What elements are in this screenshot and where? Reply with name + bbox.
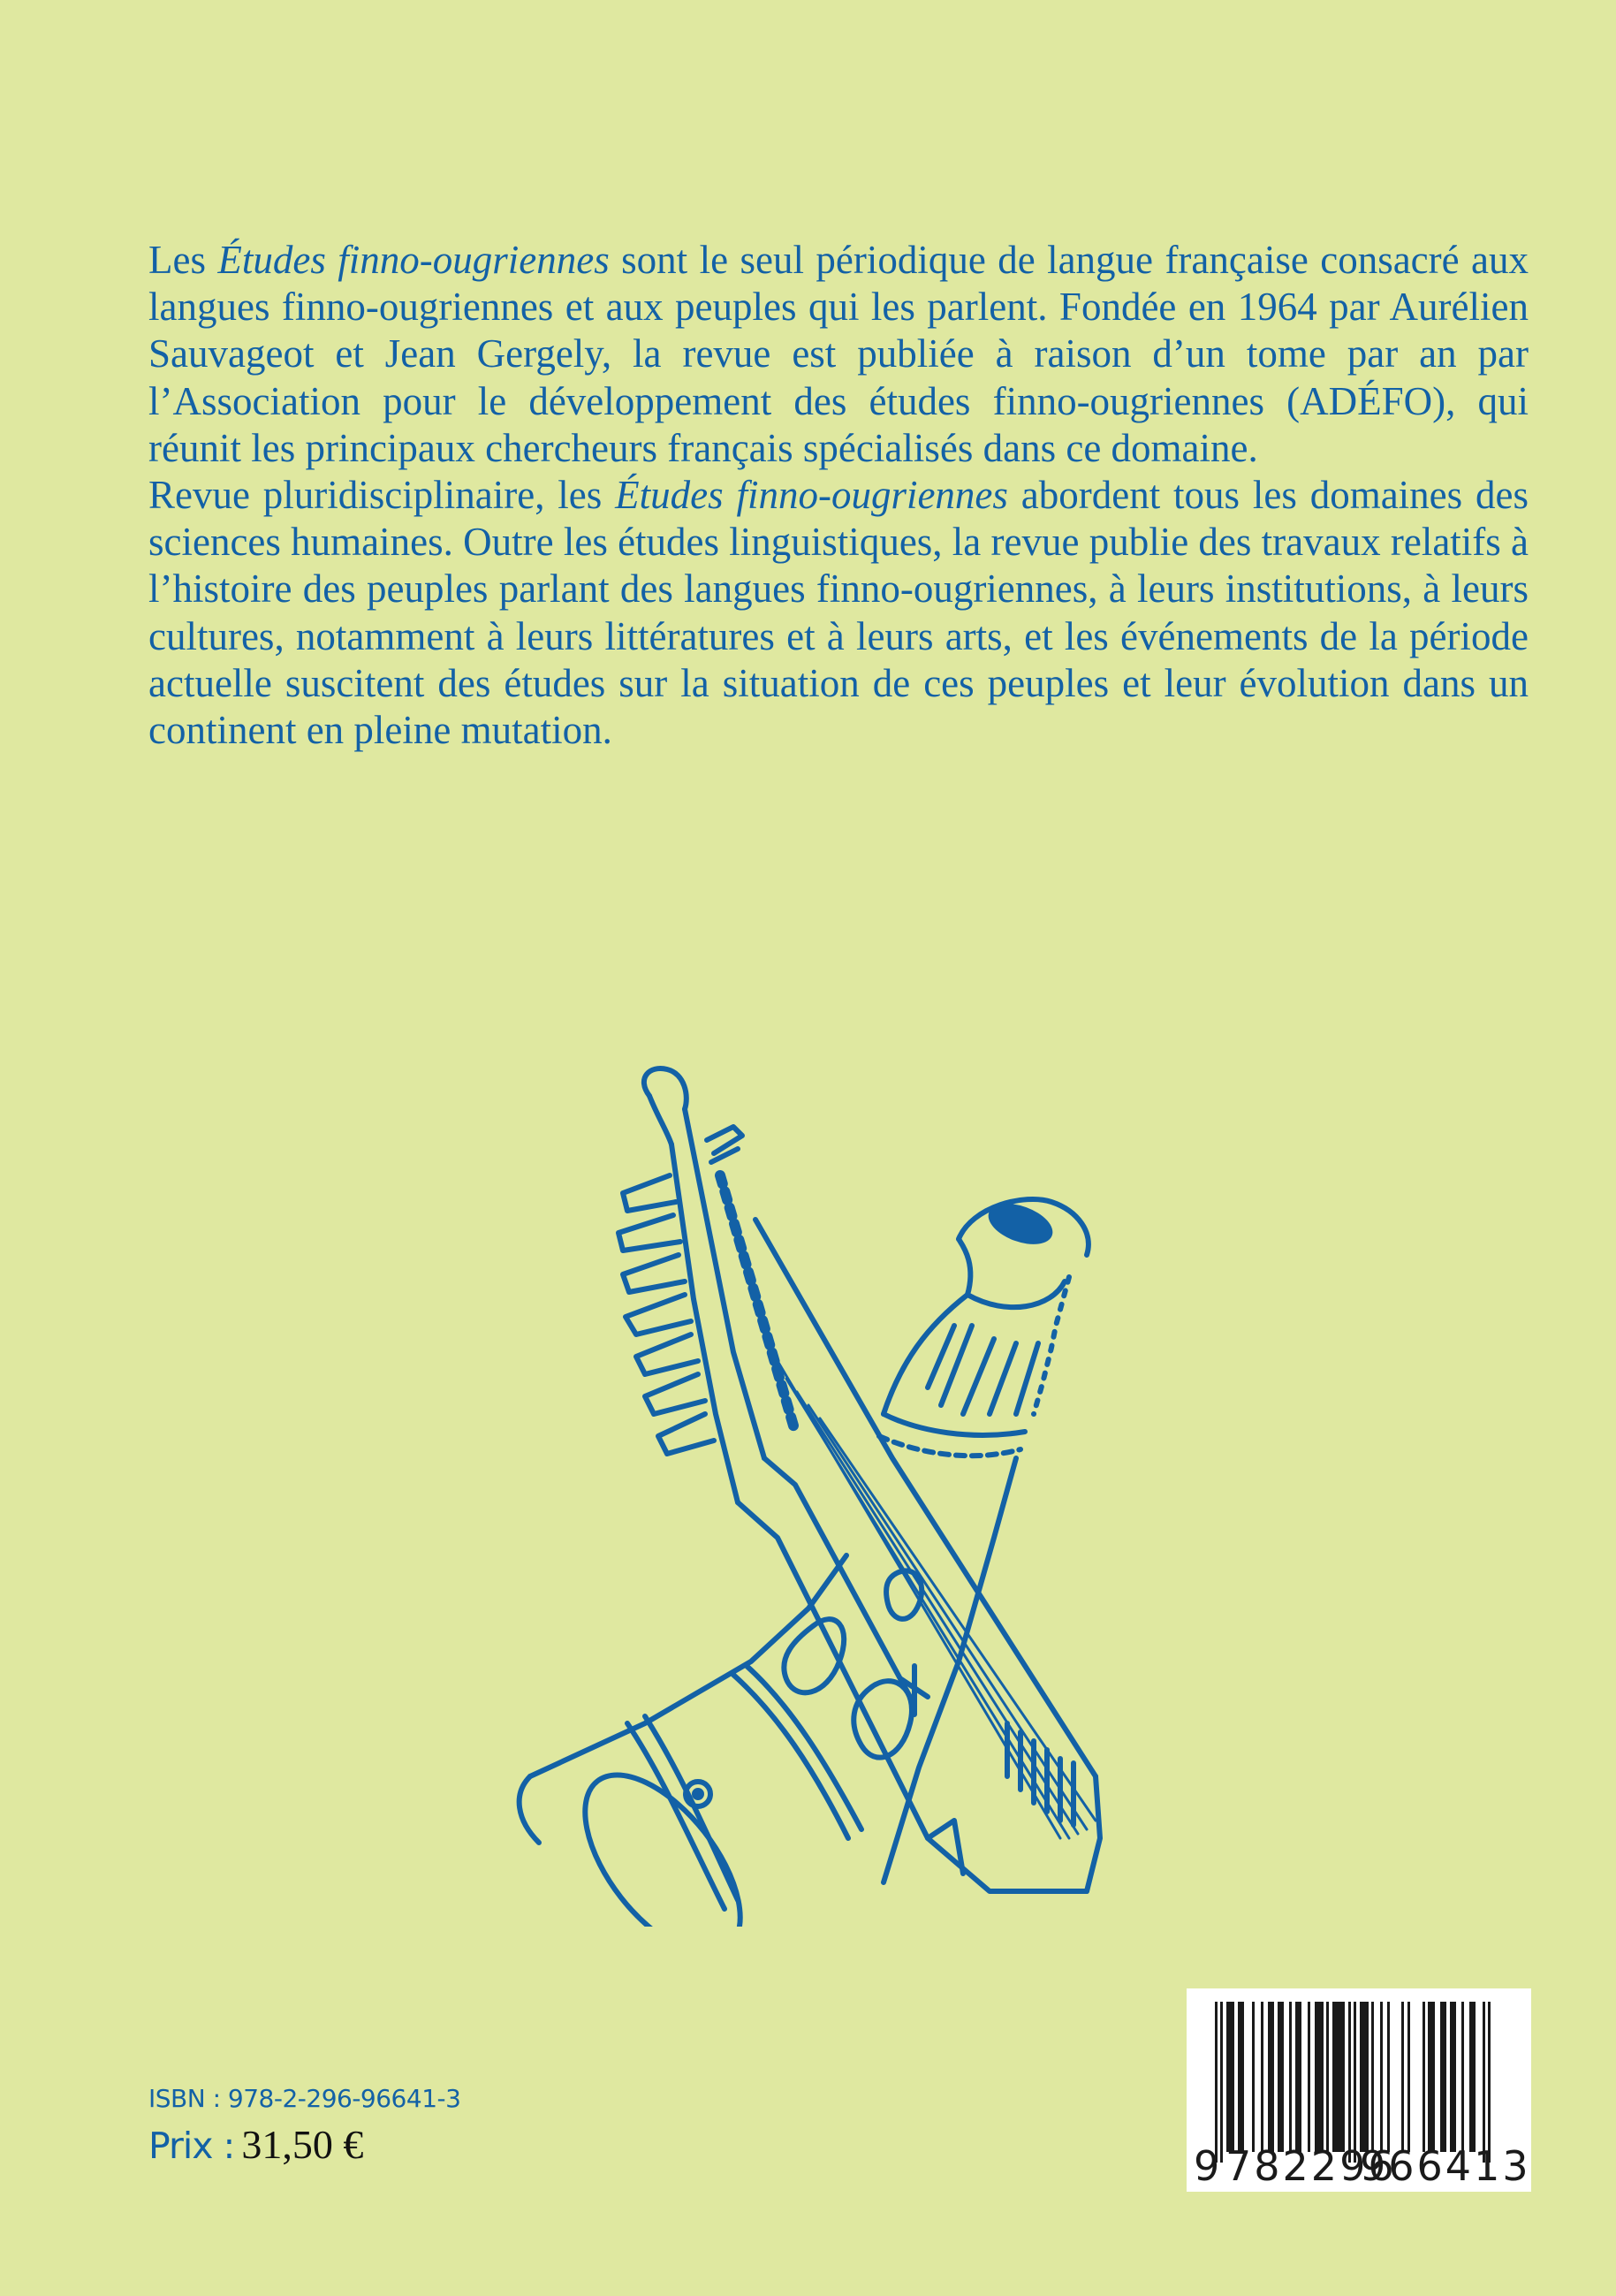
price	[148, 2121, 363, 2168]
barcode-first-digit: 9	[1194, 2142, 1220, 2190]
journal-title: Études finno-ougriennes	[615, 473, 1008, 518]
barcode-left-group: 782296	[1225, 2142, 1397, 2190]
barcode-digits	[1187, 2142, 1531, 2190]
isbn-label: ISBN : 978-2-296-96641-3	[148, 2084, 461, 2113]
kantele-and-horn-illustration-icon	[512, 1043, 1131, 1927]
price-label: Prix :	[148, 2125, 235, 2167]
ean13-barcode	[1187, 1988, 1531, 2192]
blurb-paragraph-2: Revue pluridisciplinaire, les Études finno-ougriennes abordent tous les domaines des sciences humaines. Outre les études linguistiques, la revue publie des travaux relatifs à l’histoire des peuples parlant des langues finno-ougriennes, à leurs institutions, à leurs cultures, notamment à leurs littératures et à leurs arts, et les événements de la période actuelle suscitent des études sur la situation de ces peuples et leur évolution dans un continent en pleine mutation.	[148, 473, 1529, 753]
blurb-paragraph-1: Les Études finno-ougriennes sont le seul périodique de langue française consacré aux langues finno-ougriennes et aux peuples qui les parlent. Fondée en 1964 par Aurélien Sauvageot et Jean Gergely, la revue est publiée à raison d’un tome par an par l’Association pour le développement des études finno-ougriennes (ADÉFO), qui réunit les principaux chercheurs français spécialisés dans ce domaine.	[148, 238, 1529, 470]
barcode-right-group: 966413	[1360, 2142, 1531, 2190]
kantele-icon	[618, 1068, 1100, 1891]
journal-title: Études finno-ougriennes	[217, 238, 610, 282]
back-cover-blurb	[148, 237, 1529, 754]
price-value: 31,50 €	[241, 2122, 364, 2167]
